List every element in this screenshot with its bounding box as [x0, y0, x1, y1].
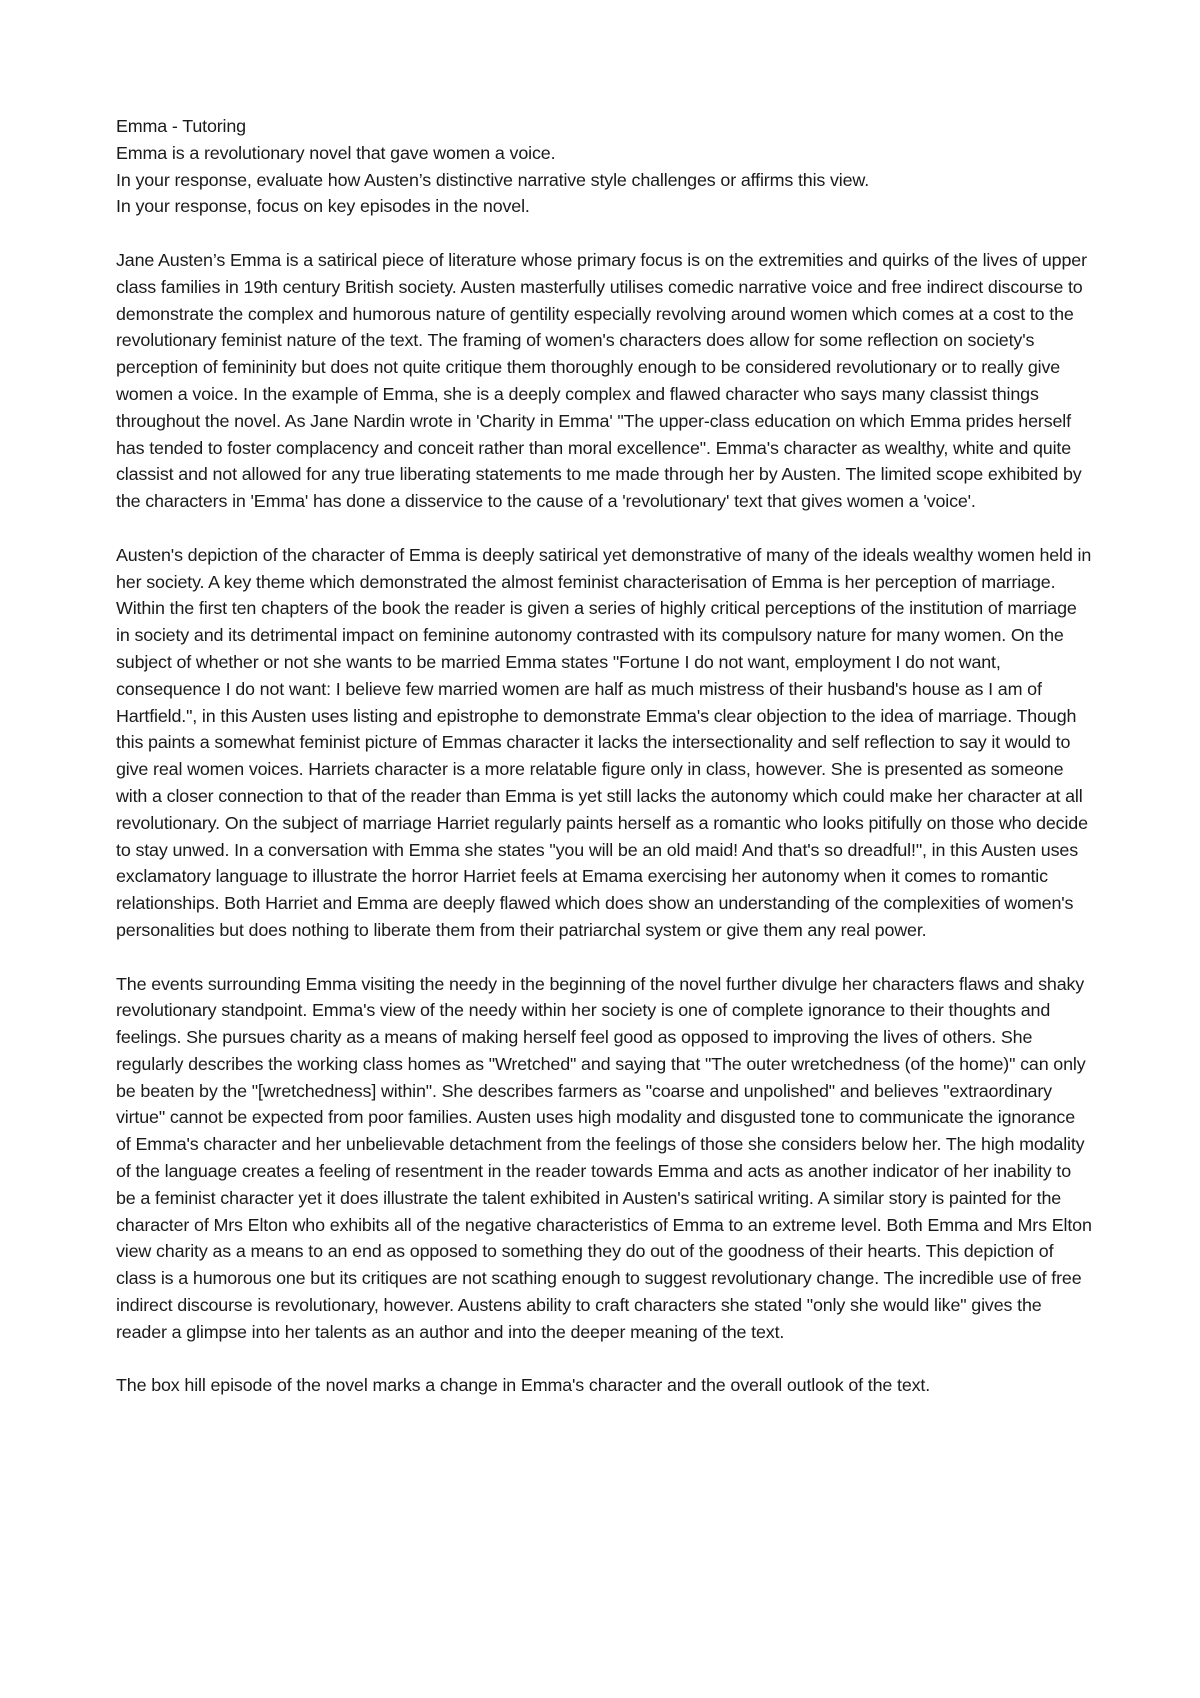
prompt-line: Emma is a revolutionary novel that gave women a voice. — [116, 142, 556, 163]
essay-paragraph: The box hill episode of the novel marks a change in Emma's character and the overall outlook of the text. — [116, 1375, 931, 1396]
essay-paragraph: Jane Austen’s Emma is a satirical piece of literature whose primary focus is on the extremities and quirks of the lives of upper class families in 19th century British society. Austen masterfully utilises comedic narrative voice and free indirect discourse to demonstrate the complex and humorous nature of gentility especially revolving around women which comes at a cost to the revolutionary feminist nature of the text. The framing of women's characters does allow for some reflection on society's perception of femininity but does not quite critique them thoroughly enough to be considered revolutionary or to really give women a voice. In the example of Emma, she is a deeply complex and flawed character who says many classist things throughout the novel. As Jane Nardin wrote in 'Charity in Emma' "The upper-class education on which Emma prides herself has tended to foster complacency and conceit rather than moral excellence". Emma's character as wealthy, white and quite classist and not allowed for any true liberating statements to me made through her by Austen. The limited scope exhibited by the characters in 'Emma' has done a disservice to the cause of a 'revolutionary' text that gives women a 'voice'. — [116, 249, 1087, 512]
document-title: Emma - Tutoring — [116, 116, 246, 136]
prompt-line: In your response, evaluate how Austen’s distinctive narrative style challenges or affirms this view. — [116, 169, 870, 190]
essay-paragraph: Austen's depiction of the character of Emma is deeply satirical yet demonstrative of many of the ideals wealthy women held in her society. A key theme which demonstrated the almost feminist characterisation of Emma is her perception of marriage. Within the first ten chapters of the book the reader is given a series of highly critical perceptions of the institution of marriage in society and its detrimental impact on feminine autonomy contrasted with its compulsory nature for many women. On the subject of whether or not she wants to be married Emma states "Fortune I do not want, employment I do not want, consequence I do not want: I believe few married women are half as much mistress of their husband's house as I am of Hartfield.", in this Austen uses listing and epistrophe to demonstrate Emma's clear objection to the idea of marriage. Though this paints a somewhat feminist picture of Emmas character it lacks the intersectionality and self reflection to say it would to give real women voices. Harriets character is a more relatable figure only in class, however. She is presented as someone with a closer connection to that of the reader than Emma is yet still lacks the autonomy which could make her character at all revolutionary. On the subject of marriage Harriet regularly paints herself as a romantic who looks pitifully on those who decide to stay unwed. In a conversation with Emma she states "you will be an old maid! And that's so dreadful!", in this Austen uses exclamatory language to illustrate the horror Harriet feels at Emama exercising her autonomy when it comes to romantic relationships. Both Harriet and Emma are deeply flawed which does show an understanding of the complexities of women's personalities but does nothing to liberate them from their patriarchal system or give them any real power. — [116, 544, 1092, 940]
document-body — [116, 113, 1092, 1399]
prompt-line: In your response, focus on key episodes in the novel. — [116, 196, 530, 217]
essay-paragraph: The events surrounding Emma visiting the needy in the beginning of the novel further divulge her characters flaws and shaky revolutionary standpoint. Emma's view of the needy within her society is one of complete ignorance to their thoughts and feelings. She pursues charity as a means of making herself feel good as opposed to improving the lives of others. She regularly describes the working class homes as "Wretched" and saying that "The outer wretchedness (of the home)" can only be beaten by the "[wretchedness] within". She describes farmers as "coarse and unpolished" and believes "extraordinary virtue" cannot be expected from poor families. Austen uses high modality and disgusted tone to communicate the ignorance of Emma's character and her unbelievable detachment from the feelings of those she considers below her. The high modality of the language creates a feeling of resentment in the reader towards Emma and acts as another indicator of her inability to be a feminist character yet it does illustrate the talent exhibited in Austen's satirical writing. A similar story is painted for the character of Mrs Elton who exhibits all of the negative characteristics of Emma to an extreme level. Both Emma and Mrs Elton view charity as a means to an end as opposed to something they do out of the goodness of their hearts. This depiction of class is a humorous one but its critiques are not scathing enough to suggest revolutionary change. The incredible use of free indirect discourse is revolutionary, however. Austens ability to craft characters she stated "only she would like" gives the reader a glimpse into her talents as an author and into the deeper meaning of the text. — [116, 973, 1092, 1342]
